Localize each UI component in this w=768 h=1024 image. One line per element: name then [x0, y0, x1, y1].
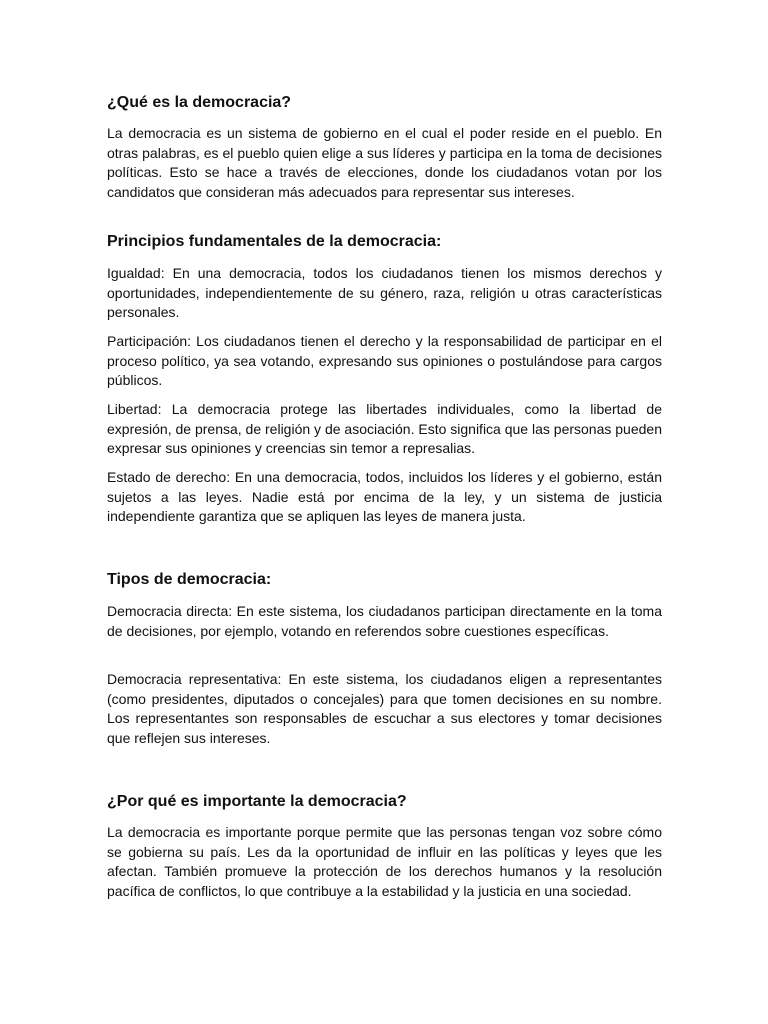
section-heading-what-is-democracy: ¿Qué es la democracia? [107, 94, 292, 111]
section-heading-importance: ¿Por qué es importante la democracia? [107, 793, 407, 810]
paragraph-liberty: Libertad: La democracia protege las libertades individuales, como la libertad de expresión, de prensa, de religión y de asociación. Esto significa que las personas pueden expresar sus opiniones y creencias sin temor a represalias. [107, 401, 662, 456]
paragraph-equality: Igualdad: En una democracia, todos los ciudadanos tienen los mismos derechos y oportunidades, independientemente de su género, raza, religión u otras características personales. [107, 265, 662, 320]
section-heading-principles: Principios fundamentales de la democracia: [107, 233, 442, 250]
paragraph-direct-democracy: Democracia directa: En este sistema, los ciudadanos participan directamente en la toma de decisiones, por ejemplo, votando en referendos sobre cuestiones específicas. [107, 603, 662, 639]
paragraph-rule-of-law: Estado de derecho: En una democracia, todos, incluidos los líderes y el gobierno, están sujetos a las leyes. Nadie está por encima de la ley, y un sistema de justicia independiente garantiza que se apliquen las leyes de manera justa. [107, 469, 662, 524]
paragraph-representative-democracy: Democracia representativa: En este sistema, los ciudadanos eligen a representantes (como presidentes, diputados o concejales) para que tomen decisiones en su nombre. Los representantes son responsables de escuchar a sus electores y tomar decisiones que reflejen sus intereses. [107, 671, 662, 746]
paragraph-importance: La democracia es importante porque permite que las personas tengan voz sobre cómo se gobierna su país. Les da la oportunidad de influir en las políticas y leyes que les afectan. También promueve la protección de los derechos humanos y la resolución pacífica de conflictos, lo que contribuye a la estabilidad y la justicia en una sociedad. [107, 824, 662, 899]
section-heading-types: Tipos de democracia: [107, 571, 272, 588]
paragraph-definition: La democracia es un sistema de gobierno en el cual el poder reside en el pueblo. En otras palabras, es el pueblo quien elige a sus líderes y participa en la toma de decisiones políticas. Esto se hace a través de elecciones, donde los ciudadanos votan por los candidatos que consideran más adecuados para representar sus intereses. [107, 125, 662, 200]
paragraph-participation: Participación: Los ciudadanos tienen el derecho y la responsabilidad de participar en el proceso político, ya sea votando, expresando sus opiniones o postulándose para cargos públicos. [107, 333, 662, 388]
